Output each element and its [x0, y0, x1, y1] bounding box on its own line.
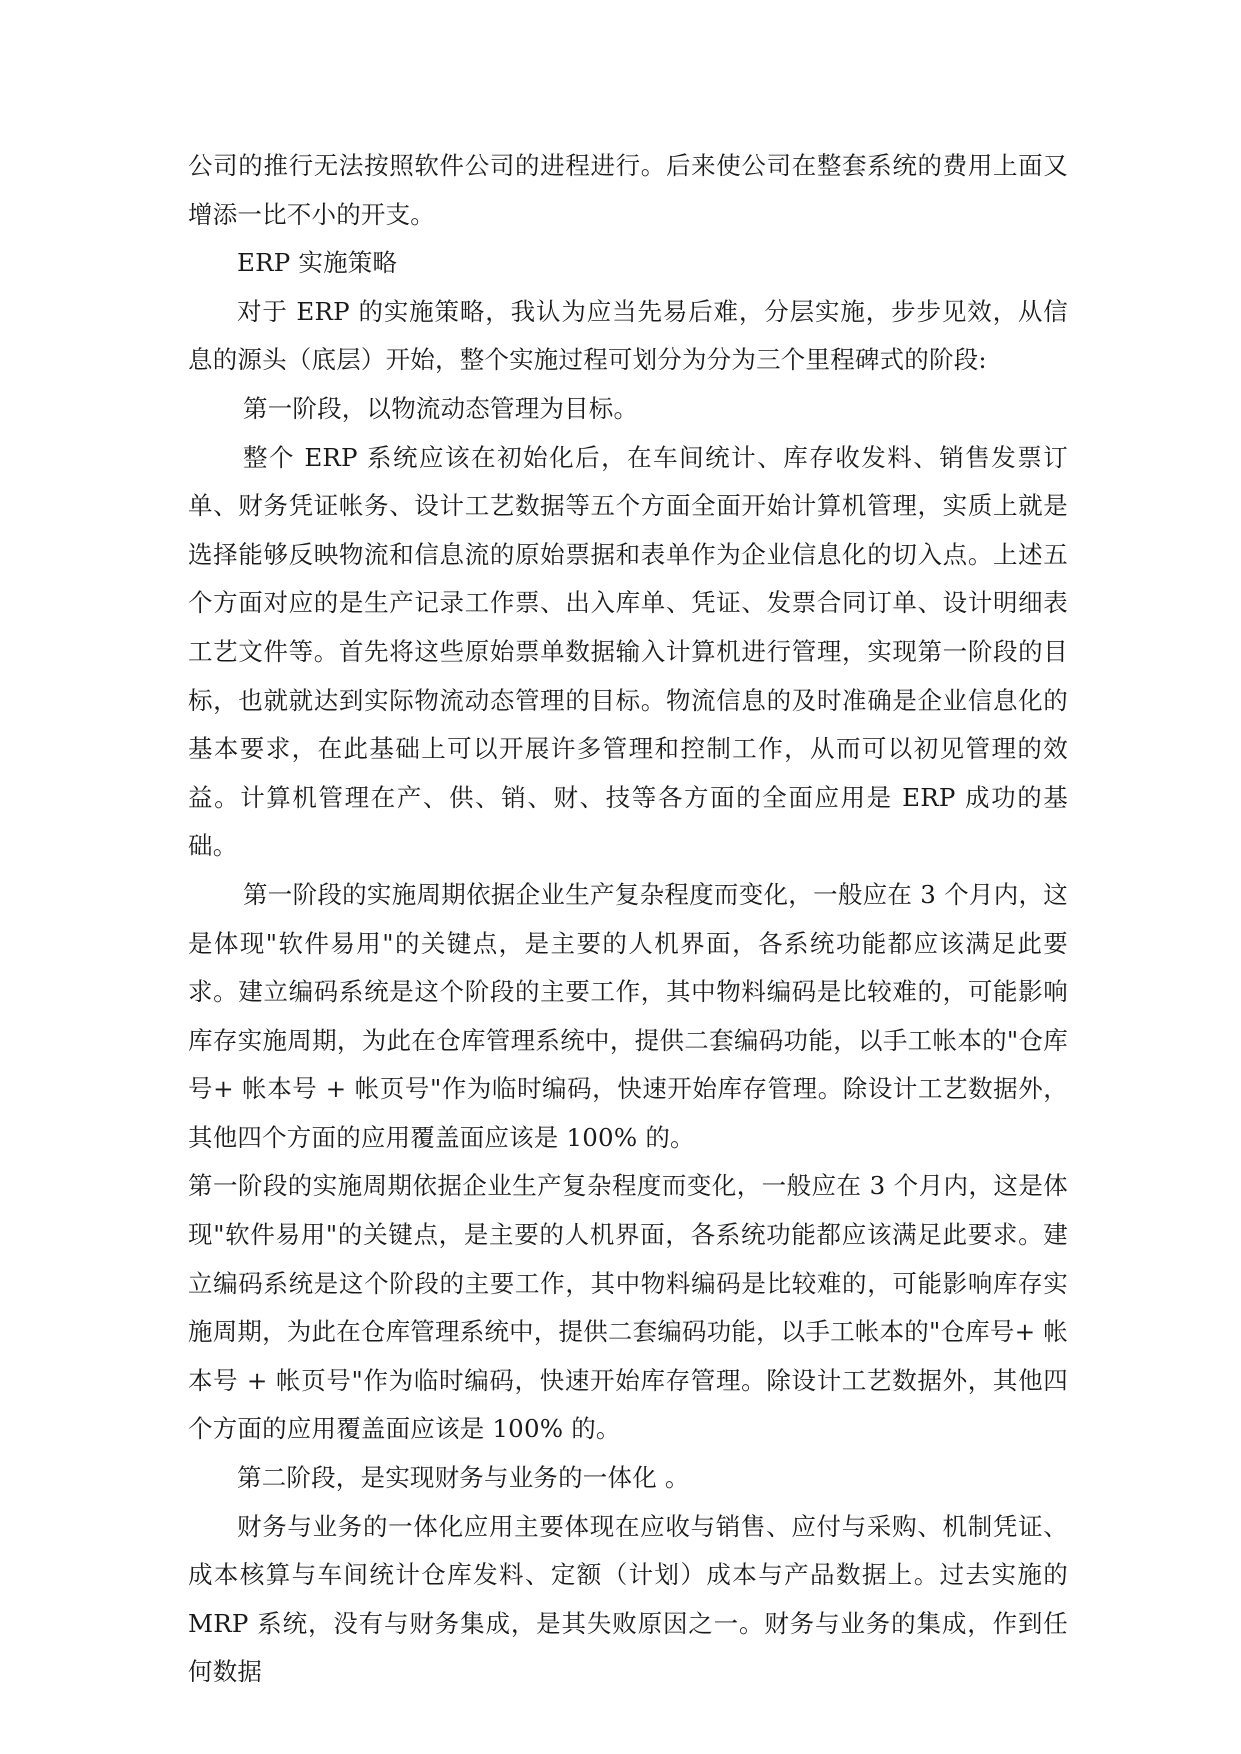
paragraph-stage-one-period-repeat: 第一阶段的实施周期依据企业生产复杂程度而变化，一般应在 3 个月内，这是体现"软件易用"的关键点，是主要的人机界面，各系统功能都应该满足此要求。建立编码系统是这个阶段的主要工作，其中物料编码是比较难的，可能影响库存实施周期，为此在仓库管理系统中，提供二套编码功能，以手工帐本的"仓库号+ 帐本号 + 帐页号"作为临时编码，快速开始库存管理。除设计工艺数据外，其他四个方面的应用覆盖面应该是 100% 的。	[188, 1171, 1068, 1444]
paragraph-cost-overrun: 公司的推行无法按照软件公司的进程进行。后来使公司在整套系统的费用上面又增添一比不小的开支。	[188, 151, 1068, 229]
section-heading-erp-strategy: ERP 实施策略	[237, 248, 398, 278]
stage-one-heading: 第一阶段，以物流动态管理为目标。	[243, 393, 639, 423]
stage-two-heading: 第二阶段，是实现财务与业务的一体化 。	[237, 1463, 690, 1493]
paragraph-stage-one-period: 第一阶段的实施周期依据企业生产复杂程度而变化，一般应在 3 个月内，这是体现"软件易用"的关键点，是主要的人机界面，各系统功能都应该满足此要求。建立编码系统是这个阶段的主要工作，其中物料编码是比较难的，可能影响库存实施周期，为此在仓库管理系统中，提供二套编码功能，以手工帐本的"仓库号+ 帐本号 + 帐页号"作为临时编码，快速开始库存管理。除设计工艺数据外，其他四个方面的应用覆盖面应该是 100% 的。	[188, 879, 1068, 1152]
document-body	[188, 142, 1068, 1697]
paragraph-strategy-intro: 对于 ERP 的实施策略，我认为应当先易后难，分层实施，步步见效，从信息的源头（底层）开始，整个实施过程可划分为分为三个里程碑式的阶段:	[188, 296, 1068, 375]
paragraph-stage-two-detail: 财务与业务的一体化应用主要体现在应收与销售、应付与采购、机制凭证、成本核算与车间统计仓库发料、定额（计划）成本与产品数据上。过去实施的 MRP 系统，没有与财务集成，是其失败原因之一。财务与业务的集成，作到任何数据	[188, 1511, 1068, 1687]
paragraph-stage-one-detail: 整个 ERP 系统应该在初始化后，在车间统计、库存收发料、销售发票订单、财务凭证帐务、设计工艺数据等五个方面全面开始计算机管理，实质上就是选择能够反映物流和信息流的原始票据和表单作为企业信息化的切入点。上述五个方面对应的是生产记录工作票、出入库单、凭证、发票合同订单、设计明细表工艺文件等。首先将这些原始票单数据输入计算机进行管理，实现第一阶段的目标，也就就达到实际物流动态管理的目标。物流信息的及时准确是企业信息化的基本要求，在此基础上可以开展许多管理和控制工作，从而可以初见管理的效益。计算机管理在产、供、销、财、技等各方面的全面应用是 ERP 成功的基础。	[188, 442, 1068, 861]
